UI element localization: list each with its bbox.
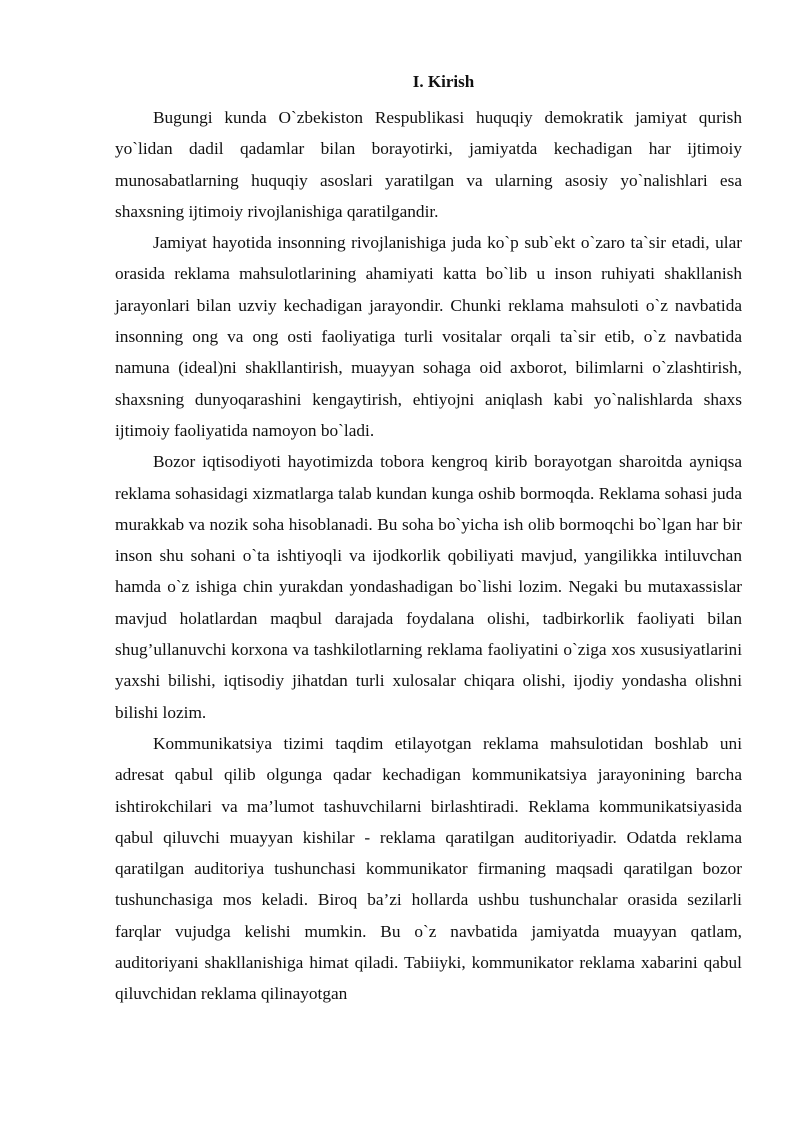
paragraph-4: Kommunikatsiya tizimi taqdim etilayotgan reklama mahsulotidan boshlab uni adresat qabul qilib olgunga qadar kechadigan kommunikatsiya jarayonining barcha ishtirokchilari va ma’lumot tashuvchilarni birlashtiradi. Reklama kommunikatsiyasida qabul qiluvchi muayyan kishilar - reklama qaratilgan auditoriyadir. Odatda reklama qaratilgan auditoriya tushunchasi kommunikator firmaning maqsadi qaratilgan bozor tushunchasiga mos keladi. Biroq ba’zi hollarda ushbu tushunchalar orasida sezilarli farqlar vujudga kelishi mumkin. Bu o`z navbatida jamiyatda muayyan qatlam, auditoriyani shakllanishiga himat qiladi. Tabiiyki, kommunikator reklama xabarini qabul qiluvchidan reklama qilinayotgan	[115, 733, 742, 1004]
section-heading: I. Kirish	[412, 72, 475, 91]
paragraph-1: Bugungi kunda O`zbekiston Respublikasi huquqiy demokratik jamiyat qurish yo`lidan dadil qadamlar bilan borayotirki, jamiyatda kechadigan har ijtimoiy munosabatlarning huquqiy asoslari yaratilgan va ularning asosiy yo`nalishlari esa shaxsning ijtimoiy rivojlanishiga qaratilgandir.	[115, 108, 742, 221]
document-body	[115, 70, 742, 1010]
paragraph-3: Bozor iqtisodiyoti hayotimizda tobora kengroq kirib borayotgan sharoitda ayniqsa reklama sohasidagi xizmatlarga talab kundan kunga oshib bormoqda. Reklama sohasi juda murakkab va nozik soha hisoblanadi. Bu soha bo`yicha ish olib bormoqchi bo`lgan har bir inson shu sohani o`ta ishtiyoqli va ijodkorlik qobiliyati mavjud, yangilikka intiluvchan hamda o`z ishiga chin yurakdan yondashadigan bo`lishi lozim. Negaki bu mutaxassislar mavjud holatlardan maqbul darajada foydalana olishi, tadbirkorlik faoliyati bilan shug’ullanuvchi korxona va tashkilotlarning reklama faoliyatini o`ziga xos xususiyatlarini yaxshi bilishi, iqtisodiy jihatdan turli xulosalar chiqara olishi, ijodiy yondasha olishni bilishi lozim.	[115, 452, 742, 722]
paragraph-2: Jamiyat hayotida insonning rivojlanishiga juda ko`p sub`ekt o`zaro ta`sir etadi, ular orasida reklama mahsulotlarining ahamiyati katta bo`lib u inson ruhiyati shakllanish jarayonlari bilan uzviy kechadigan jarayondir. Chunki reklama mahsuloti o`z navbatida insonning ong va ong osti faoliyatiga turli vositalar orqali ta`sir etib, o`z navbatida namuna (ideal)ni shakllantirish, muayyan sohaga oid axborot, bilimlarni o`zlashtirish, shaxsning dunyoqarashini kengaytirish, ehtiyojni aniqlash kabi yo`nalishlarda shaxs ijtimoiy faoliyatida namoyon bo`ladi.	[115, 233, 742, 440]
